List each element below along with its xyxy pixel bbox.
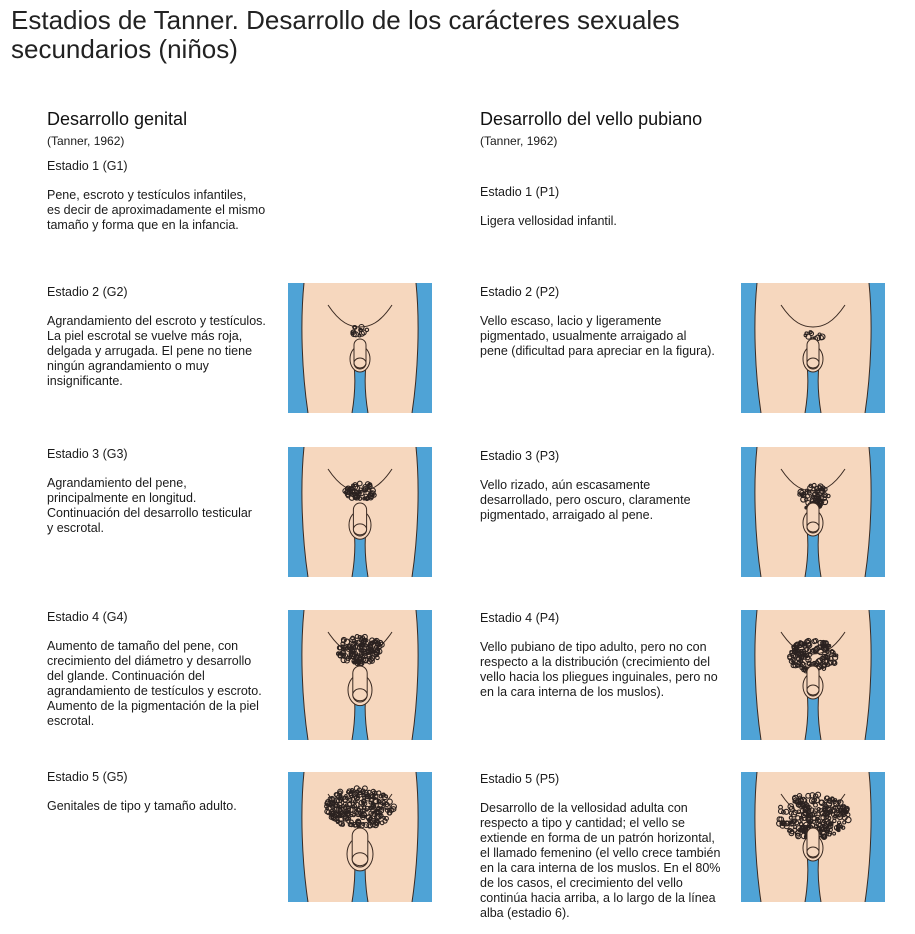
stage-description: Agrandamiento del pene, principalmente en longitud. Continuación del desarrollo testicular y escrotal. bbox=[47, 476, 252, 535]
genital-stage-2-illustration bbox=[288, 283, 432, 413]
pubic-stage-2 bbox=[480, 285, 715, 359]
stage-description: Vello escaso, lacio y ligeramente pigmentado, usualmente arraigado al pene (dificultad para apreciar en la figura). bbox=[480, 314, 715, 358]
stage-label: Estadio 3 (P3) bbox=[480, 449, 560, 463]
genital-stage-2 bbox=[47, 285, 266, 389]
genital-stage-4-illustration bbox=[288, 610, 432, 740]
pubic-stage-5-illustration bbox=[741, 772, 885, 902]
pubic-stage-2-illustration bbox=[741, 283, 885, 413]
body-illustration-svg bbox=[288, 772, 432, 902]
stage-label: Estadio 5 (G5) bbox=[47, 770, 128, 784]
genital-stage-4 bbox=[47, 610, 262, 729]
body-illustration-svg bbox=[741, 772, 885, 902]
genital-stage-5-illustration bbox=[288, 772, 432, 902]
stage-description: Agrandamiento del escroto y testículos. La piel escrotal se vuelve más roja, delgada y arrugada. El pene no tiene ningún agrandamiento o muy insignificante. bbox=[47, 314, 266, 388]
pubic-stage-4-illustration bbox=[741, 610, 885, 740]
stage-label: Estadio 2 (P2) bbox=[480, 285, 560, 299]
body-illustration-svg bbox=[741, 610, 885, 740]
genital-stage-1 bbox=[47, 159, 265, 233]
stage-label: Estadio 4 (P4) bbox=[480, 611, 560, 625]
genital-stage-3 bbox=[47, 447, 252, 536]
stage-label: Estadio 4 (G4) bbox=[47, 610, 128, 624]
pubic-heading: Desarrollo del vello pubiano bbox=[480, 109, 703, 129]
pubic-column-header bbox=[480, 108, 702, 149]
stage-description: Pene, escroto y testículos infantiles, es decir de aproximadamente el mismo tamaño y forma que en la infancia. bbox=[47, 188, 266, 232]
pubic-reference: (Tanner, 1962) bbox=[480, 134, 558, 148]
stage-description: Aumento de tamaño del pene, con crecimiento del diámetro y desarrollo del glande. Continuación del agrandamiento de testículos y escroto. Aumento de la pigmentación de la piel escrotal. bbox=[47, 639, 262, 728]
genital-stage-5 bbox=[47, 770, 237, 814]
title-line-2: secundarios (niños) bbox=[11, 34, 238, 64]
body-illustration-svg bbox=[741, 283, 885, 413]
pubic-stage-4 bbox=[480, 611, 718, 700]
stage-label: Estadio 5 (P5) bbox=[480, 772, 560, 786]
stage-label: Estadio 1 (P1) bbox=[480, 185, 560, 199]
stage-label: Estadio 3 (G3) bbox=[47, 447, 128, 461]
stage-description: Vello rizado, aún escasamente desarrollado, pero oscuro, claramente pigmentado, arraigado al pene. bbox=[480, 478, 691, 522]
page-title bbox=[11, 6, 680, 64]
title-line-1: Estadios de Tanner. Desarrollo de los carácteres sexuales bbox=[11, 5, 680, 35]
pubic-stage-1 bbox=[480, 185, 617, 229]
stage-description: Ligera vellosidad infantil. bbox=[480, 214, 617, 228]
genital-heading: Desarrollo genital bbox=[47, 109, 188, 129]
body-illustration-svg bbox=[741, 447, 885, 577]
pubic-stage-3 bbox=[480, 449, 691, 523]
genital-column-header bbox=[47, 108, 187, 149]
stage-label: Estadio 1 (G1) bbox=[47, 159, 128, 173]
stage-description: Genitales de tipo y tamaño adulto. bbox=[47, 799, 237, 813]
genital-reference: (Tanner, 1962) bbox=[47, 134, 125, 148]
pubic-stage-3-illustration bbox=[741, 447, 885, 577]
body-illustration-svg bbox=[288, 447, 432, 577]
pubic-stage-5 bbox=[480, 772, 720, 921]
stage-description: Vello pubiano de tipo adulto, pero no con respecto a la distribución (crecimiento del vello hacia los pliegues inguinales, pero no en la cara interna de los muslos). bbox=[480, 640, 718, 699]
body-illustration-svg bbox=[288, 610, 432, 740]
stage-label: Estadio 2 (G2) bbox=[47, 285, 128, 299]
stage-description: Desarrollo de la vellosidad adulta con respecto a tipo y cantidad; el vello se extiende en forma de un patrón horizontal, el llamado femenino (el vello crece también en la cara interna de los muslos. En el 80% de los casos, el crecimiento del vello continúa hacia arriba, a lo largo de la línea alba (estadio 6). bbox=[480, 801, 721, 920]
genital-stage-3-illustration bbox=[288, 447, 432, 577]
body-illustration-svg bbox=[288, 283, 432, 413]
